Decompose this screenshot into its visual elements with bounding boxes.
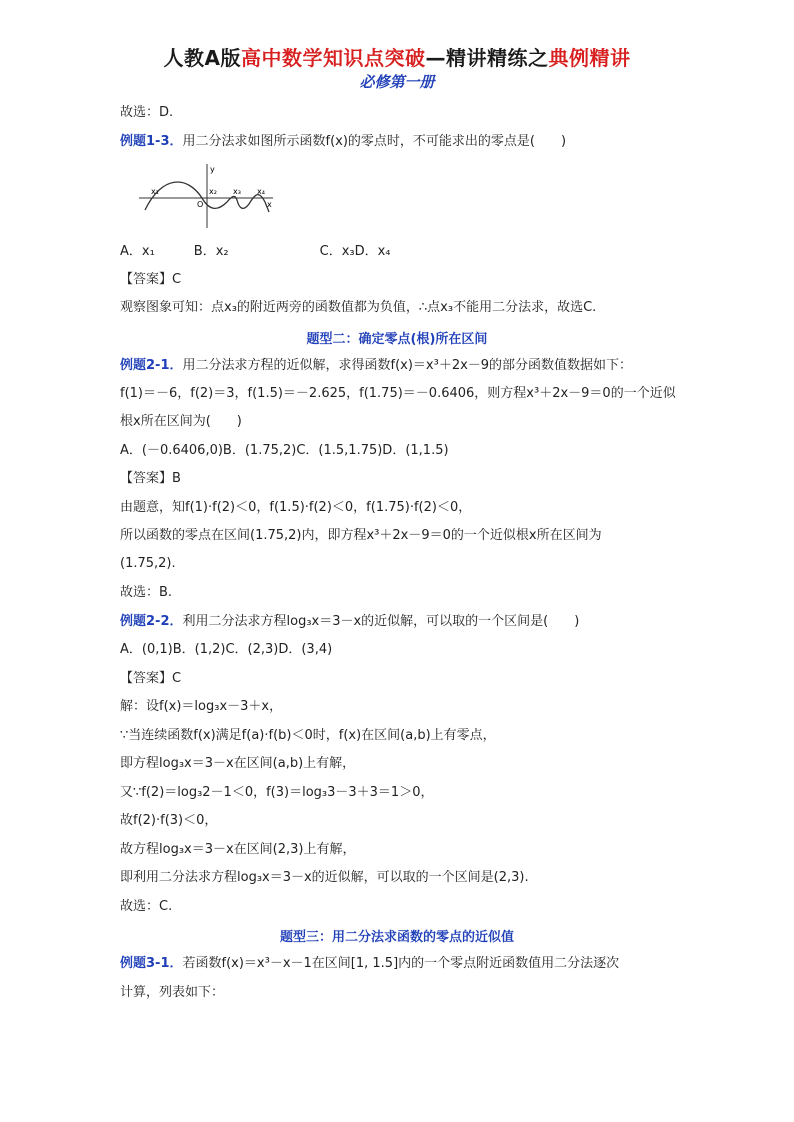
label-x-axis: x: [267, 200, 272, 209]
answer-line: 【答案】C: [120, 272, 182, 287]
example-label: 例题3-1．: [120, 956, 183, 971]
example-2-2: 例题2-2．利用二分法求方程log₃x＝3－x的近似解，可以取的一个区间是( ): [120, 614, 580, 629]
page-header-title: [0, 42, 794, 71]
example-1-3: 例题1-3．用二分法求如图所示函数f(x)的零点时，不可能求出的零点是( ): [120, 134, 567, 149]
text-line: 故选：D.: [120, 105, 174, 120]
label-origin: O: [197, 200, 204, 209]
text-line: 故f(2)·f(3)＜0，: [120, 813, 218, 828]
label-x4: x₄: [257, 187, 265, 196]
title-part-1: 人教A版: [163, 46, 241, 70]
function-graph-figure: [137, 160, 277, 230]
label-x1: x₁: [151, 187, 159, 196]
label-x3: x₃: [233, 187, 241, 196]
options-line: A．x₁ B．x₂ C．x₃D．x₄: [120, 244, 391, 259]
example-2-1: 例题2-1．用二分法求方程的近似解，求得函数f(x)＝x³＋2x－9的部分函数值数据如下：: [120, 358, 633, 373]
label-x2: x₂: [209, 187, 217, 196]
options-line: A．(－0.6406,0)B．(1.75,2)C．(1.5,1.75)D．(1,1.5): [120, 443, 449, 458]
text-line: 根x所在区间为( ): [120, 414, 242, 429]
title-part-4: 典例精讲: [548, 46, 631, 70]
section-heading: 题型三：用二分法求函数的零点的近似值: [279, 930, 514, 945]
label-y: y: [210, 165, 215, 174]
page-subtitle: 必修第一册: [359, 73, 435, 91]
options-line: A．(0,1)B．(1,2)C．(2,3)D．(3,4): [120, 642, 333, 657]
text-line: 解：设f(x)＝log₃x－3＋x，: [120, 699, 283, 714]
text-line: f(1)＝－6，f(2)＝3，f(1.5)＝－2.625，f(1.75)＝－0.6406，则方程x³＋2x－9＝0的一个近似: [120, 386, 676, 401]
example-label: 例题2-1．: [120, 358, 183, 373]
example-label: 例题2-2．: [120, 614, 183, 629]
example-label: 例题1-3．: [120, 134, 183, 149]
text-line: 所以函数的零点在区间(1.75,2)内，即方程x³＋2x－9＝0的一个近似根x所在区间为: [120, 528, 602, 543]
text-line: 故选：C.: [120, 899, 173, 914]
answer-line: 【答案】C: [120, 671, 182, 686]
text-line: 故选：B.: [120, 585, 173, 600]
text-line: 计算，列表如下：: [120, 985, 225, 1000]
explanation-line: 观察图象可知：点x₃的附近两旁的函数值都为负值，∴点x₃不能用二分法求，故选C.: [120, 300, 597, 315]
function-graph-svg: [137, 160, 277, 230]
example-3-1: 例题3-1．若函数f(x)＝x³－x－1在区间[1, 1.5]内的一个零点附近函数值用二分法逐次: [120, 956, 620, 971]
text-line: 即方程log₃x＝3－x在区间(a,b)上有解，: [120, 756, 356, 771]
text-line: 故方程log₃x＝3－x在区间(2,3)上有解，: [120, 842, 356, 857]
text-line: 由题意，知f(1)·f(2)＜0，f(1.5)·f(2)＜0，f(1.75)·f(2)＜0，: [120, 500, 472, 515]
text-line: ∵当连续函数f(x)满足f(a)·f(b)＜0时，f(x)在区间(a,b)上有零点，: [120, 728, 496, 743]
text-line: 又∵f(2)＝log₃2－1＜0，f(3)＝log₃3－3＋3＝1＞0，: [120, 785, 434, 800]
section-heading: 题型二：确定零点(根)所在区间: [306, 332, 488, 347]
text-line: 即利用二分法求方程log₃x＝3－x的近似解，可以取的一个区间是(2,3).: [120, 870, 529, 885]
text-line: (1.75,2).: [120, 556, 176, 571]
title-part-3: —精讲精练之: [425, 46, 549, 70]
answer-line: 【答案】B: [120, 471, 181, 486]
title-part-2: 高中数学知识点突破: [240, 46, 426, 70]
